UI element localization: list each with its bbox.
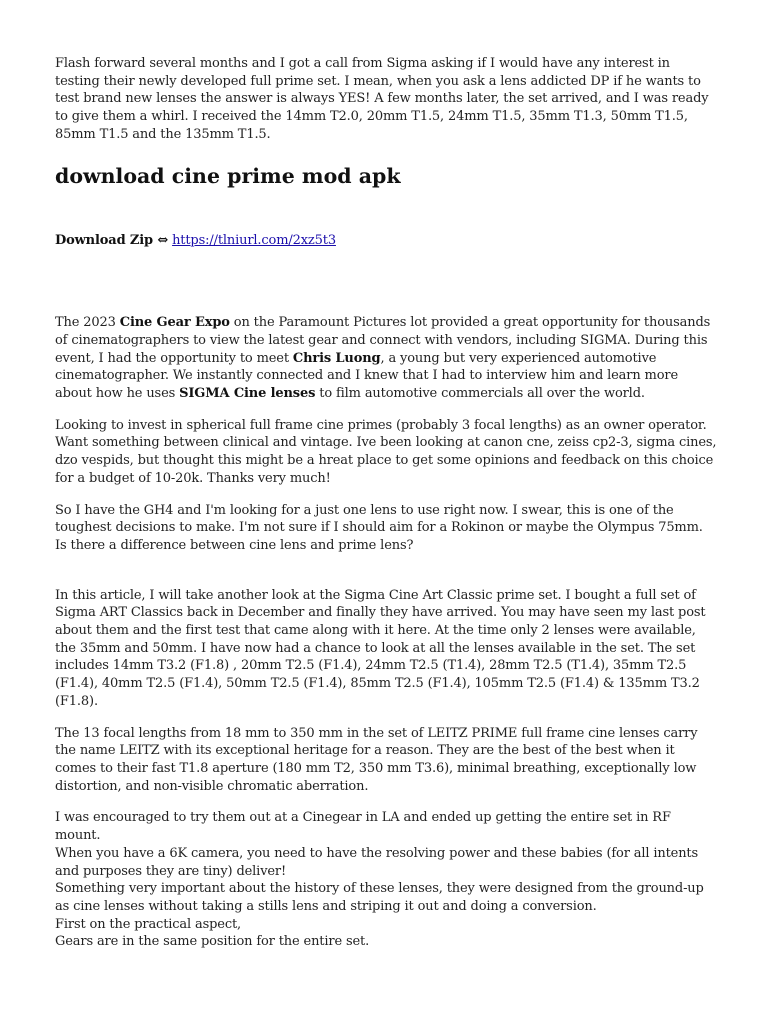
paragraph-cine-gear-expo [55, 314, 717, 403]
paragraph-gh4-question: So I have the GH4 and I'm looking for a just one lens to use right now. I swear, this is one of the toughest decisions to make. I'm not sure if I should aim for a Rokinon or maybe the Olympus 75mm. Is there a difference between cine lens and prime lens? [55, 502, 703, 553]
paragraph-spherical-primes: Looking to invest in spherical full frame cine primes (probably 3 focal lengths) as an owner operator. Want something between clinical and vintage. Ive been looking at canon cne, zeiss cp2-3, sigma cines, dzo vespids, but thought this might be a hreat place to get some opinions and feedback on this choice for a budget of 10-20k. Thanks very much! [55, 417, 717, 486]
p1-text-2: on the Paramount Pictures lot provided a great opportunity for thousands of cinematographers to view the latest gear and connect with vendors, including SIGMA. During this event, I had the opportunity to meet [55, 315, 711, 366]
page-heading: download cine prime mod apk [55, 163, 401, 188]
p6-line-4: First on the practical aspect, [55, 916, 242, 932]
p1-bold-cine-gear-expo: Cine Gear Expo [119, 315, 230, 331]
download-line [55, 232, 717, 250]
paragraph-leitz-prime: The 13 focal lengths from 18 mm to 350 mm in the set of LEITZ PRIME full frame cine lenses carry the name LEITZ with its exceptional heritage for a reason. They are the best of the best when it comes to their fast T1.8 aperture (180 mm T2, 350 mm T3.6), minimal breathing, exceptionally low distortion, and non-visible chromatic aberration. [55, 725, 698, 794]
p1-text-3: , a young but very experienced automotive cinematographer. We instantly connected and I knew that I had to interview him and learn more about how he uses [55, 350, 678, 402]
p6-line-1: I was encouraged to try them out at a Cinegear in LA and ended up getting the entire set in RF mount. [55, 810, 671, 844]
p6-line-5: Gears are in the same position for the entire set. [55, 934, 370, 950]
p1-bold-sigma-cine-lenses: SIGMA Cine lenses [179, 386, 316, 402]
p1-text-4: to film automotive commercials all over the world. [315, 386, 645, 402]
download-link[interactable]: https://tlniurl.com/2xz5t3 [172, 232, 336, 248]
paragraph-sigma-art-classic: In this article, I will take another look at the Sigma Cine Art Classic prime set. I bought a full set of Sigma ART Classics back in December and finally they have arrived. You may have seen my last post about them and the first test that came along with it here. At the time only 2 lenses were available, the 35mm and 50mm. I have now had a chance to look at all the lenses available in the set. The set includes 14mm T3.2 (F1.8) , 20mm T2.5 (F1.4), 24mm T2.5 (T1.4), 28mm T2.5 (T1.4), 35mm T2.5 (F1.4), 40mm T2.5 (F1.4), 50mm T2.5 (F1.4), 85mm T2.5 (F1.4), 105mm T2.5 (F1.4) & 135mm T3.2 (F1.8). [55, 587, 706, 709]
p6-line-2: When you have a 6K camera, you need to have the resolving power and these babies (for all intents and purposes they are tiny) deliver! [55, 845, 699, 879]
p6-line-3: Something very important about the history of these lenses, they were designed from the ground-up as cine lenses without taking a stills lens and striping it out and doing a conversion. [55, 881, 704, 914]
download-label: Download Zip ⇔ [55, 232, 169, 248]
paragraph-cinegear-rf [55, 809, 717, 951]
intro-paragraph: Flash forward several months and I got a call from Sigma asking if I would have any interest in testing their newly developed full prime set. I mean, when you ask a lens addicted DP if he wants to test brand new lenses the answer is always YES! A few months later, the set arrived, and I was ready to give them a whirl. I received the 14mm T2.0, 20mm T1.5, 24mm T1.5, 35mm T1.3, 50mm T1.5, 85mm T1.5 and the 135mm T1.5. [55, 56, 709, 142]
p1-bold-chris-luong: Chris Luong [292, 350, 381, 366]
document-page [55, 55, 717, 951]
p1-text-1: The 2023 [55, 315, 120, 331]
